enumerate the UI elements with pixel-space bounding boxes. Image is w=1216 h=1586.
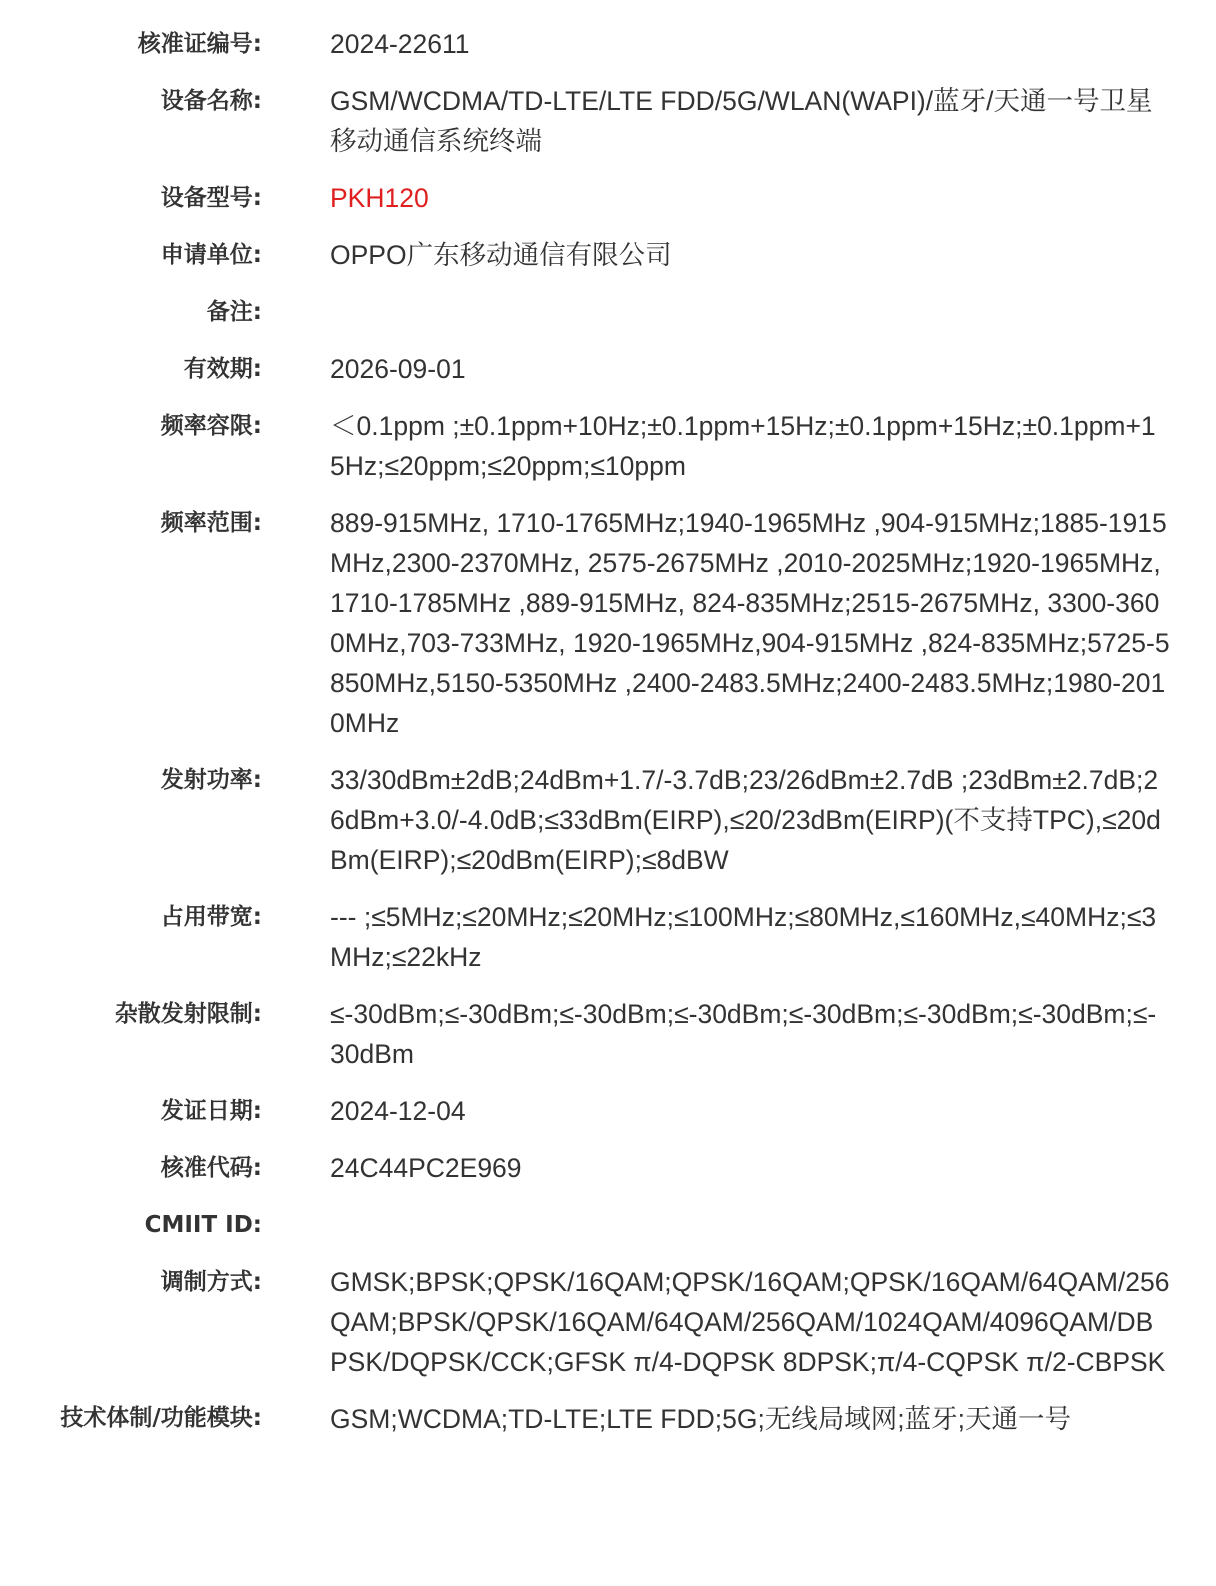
frequency-tolerance-value: ＜0.1ppm ;±0.1ppm+10Hz;±0.1ppm+15Hz;±0.1ppm+15Hz;±0.1ppm+15Hz;≤20ppm;≤20ppm;≤10ppm xyxy=(330,411,1156,481)
row-issue-date xyxy=(0,1091,1216,1131)
remarks-label: 备注: xyxy=(206,299,262,325)
spurious-emission-value: ≤-30dBm;≤-30dBm;≤-30dBm;≤-30dBm;≤-30dBm;≤-30dBm;≤-30dBm;≤-30dBm xyxy=(330,999,1157,1069)
row-technology-modules xyxy=(0,1399,1216,1439)
row-frequency-range xyxy=(0,503,1216,743)
row-applicant xyxy=(0,235,1216,275)
validity-value: 2026-09-01 xyxy=(330,354,466,384)
row-frequency-tolerance xyxy=(0,406,1216,486)
row-modulation xyxy=(0,1262,1216,1382)
technology-modules-value: GSM;WCDMA;TD-LTE;LTE FDD;5G;无线局域网;蓝牙;天通一号 xyxy=(330,1404,1072,1434)
approval-record xyxy=(0,24,1216,1456)
device-name-value: GSM/WCDMA/TD-LTE/LTE FDD/5G/WLAN(WAPI)/蓝牙/天通一号卫星移动通信系统终端 xyxy=(330,86,1153,156)
frequency-range-value: 889-915MHz, 1710-1765MHz;1940-1965MHz ,904-915MHz;1885-1915MHz,2300-2370MHz, 2575-2675MHz ,2010-2025MHz;1920-1965MHz, 1710-1785MHz ,889-915MHz, 824-835MHz;2515-2675MHz, 3300-3600MHz,703-733MHz, 1920-1965MHz,904-915MHz ,824-835MHz;5725-5850MHz,5150-5350MHz ,2400-2483.5MHz;2400-2483.5MHz;1980-2010MHz xyxy=(330,508,1170,738)
issue-date-label: 发证日期: xyxy=(160,1098,262,1124)
transmit-power-label: 发射功率: xyxy=(160,767,262,793)
spurious-emission-label: 杂散发射限制: xyxy=(114,1001,262,1027)
device-model-label: 设备型号: xyxy=(160,185,262,211)
row-transmit-power xyxy=(0,760,1216,880)
approval-number-label: 核准证编号: xyxy=(137,31,262,57)
row-device-model xyxy=(0,178,1216,218)
issue-date-value: 2024-12-04 xyxy=(330,1096,466,1126)
technology-modules-label: 技术体制/功能模块: xyxy=(60,1405,262,1431)
occupied-bandwidth-value: --- ;≤5MHz;≤20MHz;≤20MHz;≤100MHz;≤80MHz,≤160MHz,≤40MHz;≤3MHz;≤22kHz xyxy=(330,902,1157,972)
row-approval-code xyxy=(0,1148,1216,1188)
remarks-value xyxy=(330,292,1170,332)
row-approval-number xyxy=(0,24,1216,64)
modulation-value: GMSK;BPSK;QPSK/16QAM;QPSK/16QAM;QPSK/16QAM/64QAM/256QAM;BPSK/QPSK/16QAM/64QAM/256QAM/1024QAM/4096QAM/DBPSK/DQPSK/CCK;GFSK π/4-DQPSK 8DPSK;π/4-CQPSK π/2-CBPSK xyxy=(330,1267,1170,1377)
applicant-label: 申请单位: xyxy=(160,242,262,268)
approval-code-label: 核准代码: xyxy=(160,1155,262,1181)
frequency-tolerance-label: 频率容限: xyxy=(160,413,262,439)
validity-label: 有效期: xyxy=(183,356,262,382)
row-spurious-emission xyxy=(0,994,1216,1074)
transmit-power-value: 33/30dBm±2dB;24dBm+1.7/-3.7dB;23/26dBm±2.7dB ;23dBm±2.7dB;26dBm+3.0/-4.0dB;≤33dBm(EIRP),≤20/23dBm(EIRP)(不支持TPC),≤20dBm(EIRP);≤20dBm(EIRP);≤8dBW xyxy=(330,765,1161,875)
row-occupied-bandwidth xyxy=(0,897,1216,977)
modulation-label: 调制方式: xyxy=(160,1269,262,1295)
device-name-label: 设备名称: xyxy=(160,88,262,114)
row-cmiit-id xyxy=(0,1205,1216,1245)
cmiit-id-label: CMIIT ID: xyxy=(144,1212,262,1238)
row-remarks xyxy=(0,292,1216,332)
approval-number-value: 2024-22611 xyxy=(330,29,470,59)
applicant-value: OPPO广东移动通信有限公司 xyxy=(330,240,672,270)
approval-code-value: 24C44PC2E969 xyxy=(330,1153,522,1183)
frequency-range-label: 频率范围: xyxy=(160,510,262,536)
device-model-value: PKH120 xyxy=(330,183,429,213)
row-device-name xyxy=(0,81,1216,161)
occupied-bandwidth-label: 占用带宽: xyxy=(160,904,262,930)
row-validity xyxy=(0,349,1216,389)
cmiit-id-value xyxy=(330,1205,1170,1245)
